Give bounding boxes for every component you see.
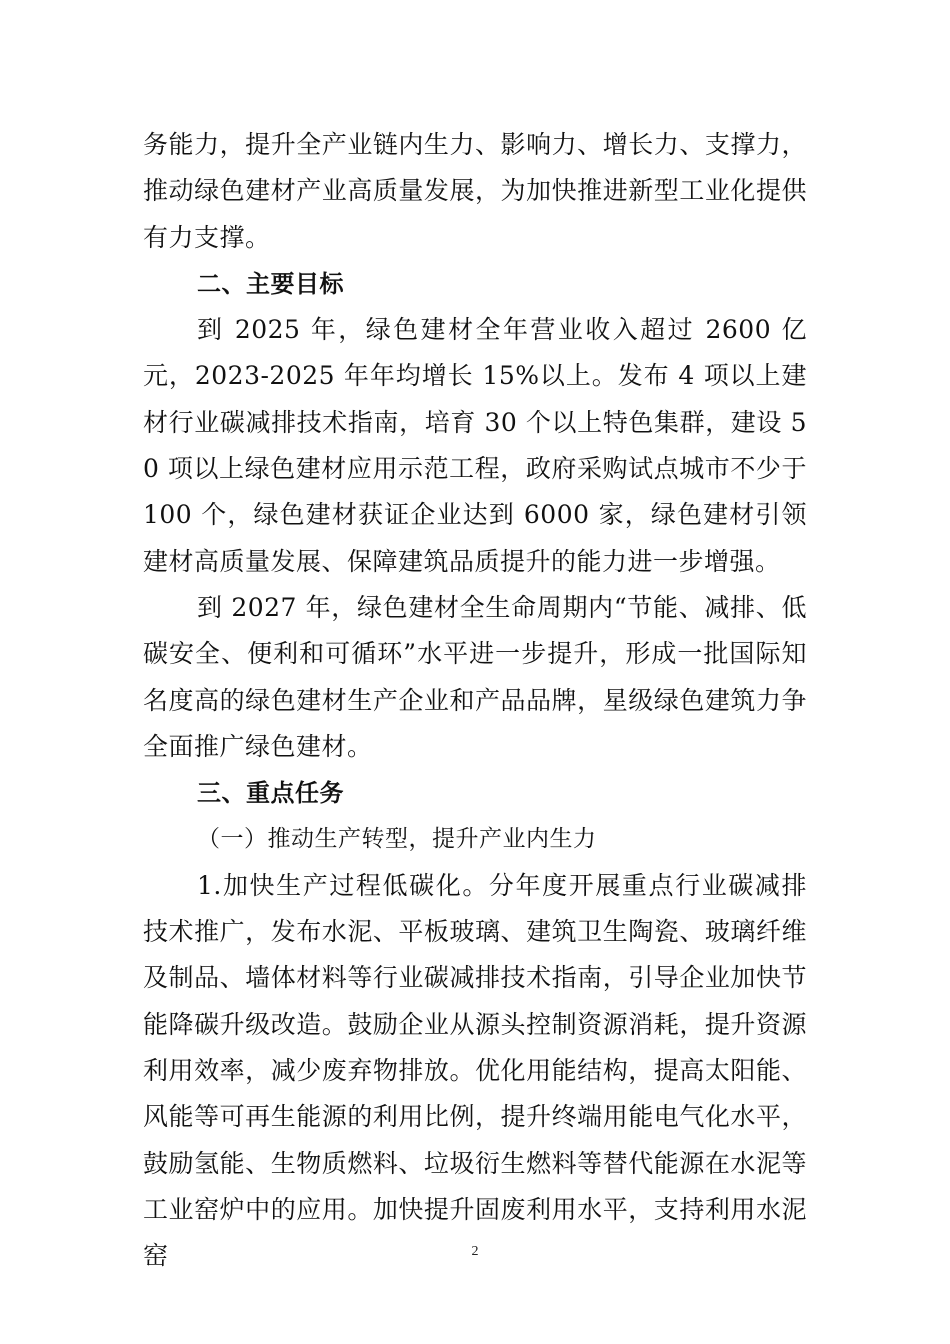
paragraph-continuation: 务能力，提升全产业链内生力、影响力、增长力、支撑力，推动绿色建材产业高质量发展，为加快推进新型工业化提供有力支撑。	[143, 130, 807, 252]
paragraph-goals-2027: 到 2027 年，绿色建材全生命周期内“节能、减排、低碳安全、便利和可循环”水平进一步提升，形成一批国际知名度高的绿色建材生产企业和产品品牌，星级绿色建筑力争全面推广绿色建材。	[143, 592, 807, 761]
page-number: 2	[471, 1244, 479, 1259]
subsection-heading-production-transformation: （一）推动生产转型，提升产业内生力	[197, 826, 597, 853]
section-heading-key-tasks: 三、重点任务	[197, 779, 344, 808]
paragraph-goals-2025: 到 2025 年，绿色建材全年营业收入超过 2600 亿元，2023-2025 年年均增长 15%以上。发布 4 项以上建材行业碳减排技术指南，培育 30 个以上特色集群，建设 50 项以上绿色建材应用示范工程，政府采购试点城市不少于 100 个，绿色建材获证企业达到 6000 家，绿色建材引领建材高质量发展、保障建筑品质提升的能力进一步增强。	[143, 315, 807, 576]
section-heading-main-goals: 二、主要目标	[197, 269, 344, 298]
paragraph-task-1: 1.加快生产过程低碳化。分年度开展重点行业碳减排技术推广，发布水泥、平板玻璃、建筑卫生陶瓷、玻璃纤维及制品、墙体材料等行业碳减排技术指南，引导企业加快节能降碳升级改造。鼓励企业从源头控制资源消耗，提升资源利用效率，减少废弃物排放。优化用能结构，提高太阳能、风能等可再生能源的利用比例，提升终端用能电气化水平，鼓励氢能、生物质燃料、垃圾衍生燃料等替代能源在水泥等工业窑炉中的应用。加快提升固废利用水平，支持利用水泥窑	[143, 870, 807, 1271]
document-body	[143, 122, 807, 1279]
